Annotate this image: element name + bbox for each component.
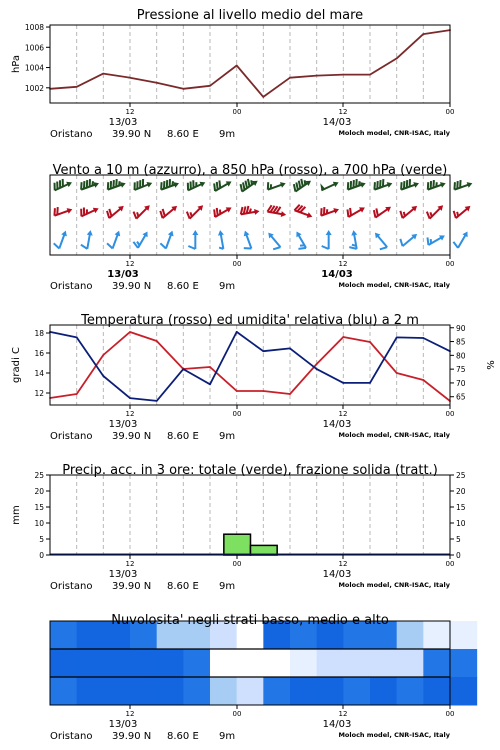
wind-barb <box>265 177 286 193</box>
y2-tick-label: 10 <box>456 519 466 528</box>
x-tick-label: 00 <box>232 410 242 418</box>
wind-barb <box>185 176 206 193</box>
temperature-line-point <box>76 393 78 395</box>
station-lon: 8.60 E <box>167 581 199 592</box>
station-lat: 39.90 N <box>112 129 152 140</box>
humidity-line-point <box>262 350 264 352</box>
cloud-cell <box>370 649 397 678</box>
wind-barb <box>106 228 122 249</box>
barb-arrowhead <box>333 180 340 188</box>
pressure-line-point <box>316 75 318 77</box>
x-tick-label: 12 <box>125 108 135 116</box>
temperature-line-point <box>422 379 424 381</box>
y2-tick-label: 0 <box>456 551 461 560</box>
date-label: 14/03 <box>322 419 352 430</box>
wind-barb <box>159 177 180 193</box>
chart-title: Pressione al livello medio del mare <box>136 8 364 23</box>
x-tick-label: 12 <box>125 410 135 418</box>
wind-barb <box>371 201 392 220</box>
cloud-cell <box>50 649 77 678</box>
y2-tick-label: 85 <box>456 337 466 347</box>
x-tick-label: 00 <box>445 560 455 568</box>
wind-barb <box>322 230 332 249</box>
station-lon: 8.60 E <box>167 731 199 742</box>
station-elevation: 9m <box>219 431 236 442</box>
cloud-cell <box>343 649 370 678</box>
y-tick-label: 12 <box>34 389 44 398</box>
barb-arrowhead <box>168 230 175 237</box>
barb-arrowhead <box>333 206 340 213</box>
barb-arrowhead <box>120 180 127 187</box>
barb-feather <box>452 242 460 248</box>
date-label: 13/03 <box>108 569 138 580</box>
y-axis-label: gradi C <box>11 347 22 383</box>
wind-barb <box>293 204 314 220</box>
cloud-cell <box>423 649 450 678</box>
plot-frame <box>50 25 450 103</box>
pressure-line-point <box>129 77 131 79</box>
wind-barb <box>185 200 206 221</box>
barb-arrowhead <box>413 180 420 187</box>
y2-tick-label: 25 <box>456 471 466 480</box>
barb-shaft <box>113 233 118 248</box>
barb-arrowhead <box>350 230 357 236</box>
barb-arrowhead <box>439 233 446 241</box>
barb-arrowhead <box>87 230 94 236</box>
humidity-line-point <box>369 382 371 384</box>
cloud-cell <box>103 677 130 706</box>
wind-barb <box>78 202 99 219</box>
cloud-cell <box>210 677 237 706</box>
model-credit: Moloch model, CNR-ISAC, Italy <box>338 431 450 439</box>
temperature-line-point <box>236 390 238 392</box>
pressure-line-point <box>102 73 104 75</box>
wind-barb <box>105 201 126 221</box>
station-lat: 39.90 N <box>112 431 152 442</box>
barb-arrowhead <box>440 180 447 187</box>
cloud-cell <box>77 621 104 650</box>
y2-tick-label: 20 <box>456 487 466 496</box>
barb-arrowhead <box>326 230 332 235</box>
y-tick-label: 15 <box>34 503 44 512</box>
temperature-line-point <box>156 340 158 342</box>
y-axis-label: hPa <box>11 54 22 74</box>
y-tick-label: 1008 <box>24 23 44 33</box>
barb-arrowhead <box>242 230 249 237</box>
cloud-cell <box>183 677 210 706</box>
pressure-line-point <box>76 86 78 88</box>
cloud-cell <box>183 649 210 678</box>
chart-title: Temperatura (rosso) ed umidita' relativa (blu) a 2 m <box>81 313 419 328</box>
chart-title: Precip. acc. in 3 ore: totale (verde), frazione solida (tratt.) <box>62 463 438 478</box>
chart-title: Vento a 10 m (azzurro), a 850 hPa (rosso), a 700 hPa (verde) <box>52 163 448 178</box>
barb-shaft <box>270 235 280 247</box>
wind-barb <box>131 200 152 221</box>
barb-arrowhead <box>226 179 233 187</box>
humidity-line-point <box>102 375 104 377</box>
y-tick-label: 0 <box>39 551 44 560</box>
x-tick-label: 00 <box>232 260 242 268</box>
date-label: 13/03 <box>108 117 138 128</box>
pressure-line-point <box>396 58 398 60</box>
wind-barb <box>425 200 446 221</box>
barb-shaft <box>166 233 171 248</box>
wind-barb <box>290 230 308 251</box>
temperature-line-point <box>342 336 344 338</box>
cloud-cell <box>130 677 157 706</box>
y-tick-label: 10 <box>34 519 44 528</box>
wind-barb <box>452 228 470 249</box>
temperature-line-point <box>396 372 398 374</box>
humidity-line-point <box>316 368 318 370</box>
barb-arrowhead <box>294 230 302 237</box>
precip-bar <box>224 534 251 555</box>
station-elevation: 9m <box>219 281 236 292</box>
station-elevation: 9m <box>219 731 236 742</box>
barb-shaft <box>87 233 90 249</box>
wind-barb <box>80 229 93 249</box>
wind-barb <box>79 177 100 193</box>
x-tick-label: 00 <box>232 560 242 568</box>
barb-arrowhead <box>387 180 394 187</box>
y-tick-label: 14 <box>34 369 44 378</box>
barb-arrowhead <box>200 180 207 188</box>
wind-barb <box>53 228 69 249</box>
barb-arrowhead <box>67 206 74 213</box>
wind-barb <box>158 201 179 221</box>
cloud-cell <box>77 649 104 678</box>
barb-shaft <box>321 184 336 191</box>
cloud-cell <box>263 649 290 678</box>
humidity-line-point <box>129 397 131 399</box>
humidity-line-point <box>156 400 158 402</box>
cloud-cell <box>397 649 424 678</box>
pressure-line <box>50 30 450 97</box>
y2-tick-label: 75 <box>456 365 466 375</box>
cloud-cell <box>370 677 397 706</box>
temperature-line-point <box>316 363 318 365</box>
x-tick-label: 12 <box>125 260 135 268</box>
wind-barb <box>370 231 390 252</box>
cloud-cell <box>210 649 237 678</box>
temperature-line-point <box>289 393 291 395</box>
barb-arrowhead <box>467 180 474 187</box>
barb-feather <box>188 246 195 249</box>
cloud-cell <box>237 649 264 678</box>
barb-arrowhead <box>192 230 198 235</box>
cloud-cell <box>450 649 477 678</box>
barb-feather <box>322 246 329 249</box>
y2-tick-label: 80 <box>456 351 466 361</box>
date-label: 14/03 <box>322 569 352 580</box>
cloud-cell <box>423 677 450 706</box>
date-label: 14/03 <box>321 269 353 280</box>
barb-arrowhead <box>307 212 314 219</box>
wind-barb <box>398 229 419 249</box>
wind-barb <box>347 230 360 250</box>
pressure-line-point <box>422 33 424 35</box>
barb-arrowhead <box>142 230 150 237</box>
wind-barb <box>132 228 150 249</box>
barb-arrowhead <box>462 230 470 237</box>
barb-arrowhead <box>254 208 260 215</box>
date-label: 13/03 <box>108 419 138 430</box>
x-tick-label: 12 <box>338 410 348 418</box>
wind-barb <box>398 201 419 221</box>
x-tick-label: 12 <box>125 710 135 718</box>
cloud-cell <box>237 677 264 706</box>
y2-tick-label: 70 <box>456 378 466 388</box>
station-lat: 39.90 N <box>112 581 152 592</box>
wind-barb <box>105 177 126 193</box>
wind-barb <box>319 203 340 219</box>
barb-shaft <box>59 233 64 248</box>
wind-barb <box>425 229 446 247</box>
date-label: 13/03 <box>107 269 139 280</box>
cloud-cell <box>290 677 317 706</box>
pressure-line-point <box>342 74 344 76</box>
temperature-line-point <box>262 390 264 392</box>
wind-barb <box>216 230 226 250</box>
station-name: Oristano <box>50 581 93 592</box>
cloud-cell <box>263 677 290 706</box>
x-tick-label: 12 <box>338 710 348 718</box>
humidity-line-point <box>422 337 424 339</box>
x-tick-label: 00 <box>445 108 455 116</box>
wind-barb <box>159 228 175 249</box>
wind-barb <box>425 177 446 193</box>
x-tick-label: 12 <box>338 260 348 268</box>
wind-barb <box>52 203 73 219</box>
cloud-cell <box>317 649 344 678</box>
temperature-line-point <box>129 331 131 333</box>
axes-layer <box>46 25 454 709</box>
y-tick-label: 1004 <box>24 63 44 73</box>
model-credit: Moloch model, CNR-ISAC, Italy <box>338 281 450 289</box>
cloud-cell <box>397 621 424 650</box>
barb-arrowhead <box>93 206 100 214</box>
x-tick-label: 12 <box>338 108 348 116</box>
cloud-cell <box>77 677 104 706</box>
station-name: Oristano <box>50 281 93 292</box>
y-axis-label: mm <box>11 505 22 525</box>
cloud-cell <box>50 621 77 650</box>
humidity-line-point <box>342 382 344 384</box>
wind-barb <box>451 201 472 221</box>
cloud-cell <box>450 677 477 706</box>
y-tick-label: 20 <box>34 487 44 496</box>
barb-arrowhead <box>93 180 100 187</box>
station-name: Oristano <box>50 431 93 442</box>
barb-arrowhead <box>217 230 224 236</box>
x-tick-label: 00 <box>232 710 242 718</box>
date-label: 13/03 <box>108 719 138 730</box>
wind-barb <box>345 201 366 219</box>
temperature-line-point <box>102 354 104 356</box>
humidity-line-point <box>236 331 238 333</box>
station-name: Oristano <box>50 731 93 742</box>
station-lat: 39.90 N <box>112 731 152 742</box>
barb-shaft <box>377 235 387 247</box>
wind-barb <box>188 230 198 249</box>
humidity-line-point <box>182 368 184 370</box>
y-tick-label: 25 <box>34 471 44 480</box>
x-tick-label: 12 <box>125 560 135 568</box>
model-credit: Moloch model, CNR-ISAC, Italy <box>338 129 450 137</box>
wind-barb <box>212 175 233 193</box>
barb-shaft <box>403 236 415 246</box>
cloud-cell <box>157 649 184 678</box>
wind-barb <box>132 176 153 192</box>
y-tick-label: 18 <box>34 329 44 338</box>
wind-barb <box>263 231 283 252</box>
cloud-cell <box>157 677 184 706</box>
humidity-line-point <box>209 383 211 385</box>
y-tick-label: 16 <box>34 349 44 358</box>
pressure-line-point <box>369 74 371 76</box>
wind-barb <box>452 177 473 193</box>
humidity-line-point <box>289 348 291 350</box>
chart-title: Nuvolosita' negli strati basso, medio e alto <box>111 613 389 628</box>
station-lon: 8.60 E <box>167 431 199 442</box>
cloud-cell <box>317 677 344 706</box>
pressure-line-point <box>262 96 264 98</box>
cloud-cell <box>130 649 157 678</box>
wind-barb <box>240 204 260 217</box>
barb-arrowhead <box>359 205 366 213</box>
wind-barb <box>52 176 73 193</box>
station-elevation: 9m <box>219 581 236 592</box>
pressure-line-point <box>236 65 238 67</box>
barb-shaft <box>458 234 466 248</box>
model-credit: Moloch model, CNR-ISAC, Italy <box>338 581 450 589</box>
wind-barb <box>238 230 254 251</box>
barb-arrowhead <box>66 180 73 188</box>
date-label: 14/03 <box>322 719 352 730</box>
barb-shaft <box>267 212 283 215</box>
barb-arrowhead <box>280 180 287 187</box>
barb-arrowhead <box>226 205 233 213</box>
station-lon: 8.60 E <box>167 129 199 140</box>
cloud-cell <box>397 677 424 706</box>
humidity-line-point <box>396 337 398 339</box>
model-credit: Moloch model, CNR-ISAC, Italy <box>338 731 450 739</box>
cloud-cell <box>343 677 370 706</box>
station-lat: 39.90 N <box>112 281 152 292</box>
wind-barb <box>267 205 287 218</box>
barb-arrowhead <box>115 230 122 237</box>
barb-shaft <box>246 233 251 248</box>
cloud-cell <box>50 677 77 706</box>
y-tick-label: 1002 <box>24 83 44 93</box>
humidity-line-point <box>76 337 78 339</box>
y2-axis-label: % <box>486 360 497 370</box>
wind-barb <box>345 177 366 193</box>
wind-barb <box>318 176 339 193</box>
station-lon: 8.60 E <box>167 281 199 292</box>
barb-shaft <box>221 233 224 249</box>
barb-shaft <box>138 234 146 248</box>
wind-barb <box>399 177 420 193</box>
y2-tick-label: 15 <box>456 503 466 512</box>
temperature-line-point <box>209 366 211 368</box>
temperature-line-point <box>369 341 371 343</box>
cloud-cell <box>423 621 450 650</box>
x-tick-label: 00 <box>445 260 455 268</box>
y-tick-label: 5 <box>39 535 44 544</box>
date-label: 14/03 <box>322 117 352 128</box>
cloud-cell <box>290 649 317 678</box>
barb-arrowhead <box>61 230 68 237</box>
barb-arrowhead <box>173 180 180 187</box>
barb-arrowhead <box>146 180 153 187</box>
x-tick-label: 00 <box>232 108 242 116</box>
y2-tick-label: 90 <box>456 323 466 333</box>
pressure-line-point <box>182 88 184 90</box>
x-tick-label: 12 <box>338 560 348 568</box>
y2-tick-label: 5 <box>456 535 461 544</box>
pressure-line-point <box>289 77 291 79</box>
y2-tick-label: 65 <box>456 392 466 402</box>
barb-arrowhead <box>360 180 367 187</box>
pressure-line-point <box>209 85 211 87</box>
barb-arrowhead <box>281 211 287 218</box>
x-tick-label: 00 <box>445 410 455 418</box>
station-elevation: 9m <box>219 129 236 140</box>
x-tick-label: 00 <box>445 710 455 718</box>
pressure-line-point <box>156 82 158 84</box>
station-name: Oristano <box>50 129 93 140</box>
wind-barb <box>212 201 233 219</box>
wind-barb <box>372 177 393 193</box>
y-tick-label: 1006 <box>24 43 44 53</box>
cloud-cell <box>103 649 130 678</box>
cloud-cell <box>450 621 477 650</box>
